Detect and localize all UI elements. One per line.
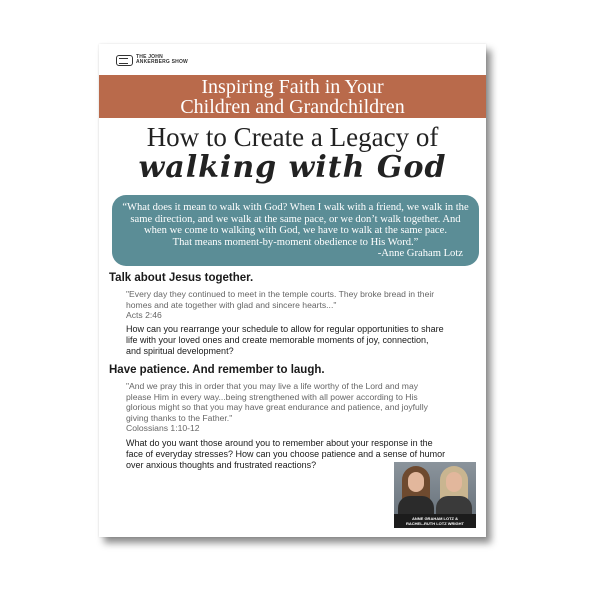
- verse-line: please Him in every way...being strengthened with all power according to His: [126, 391, 418, 402]
- quote-line: “What does it mean to walk with God? When I walk with a friend, we walk in the: [122, 202, 469, 213]
- verse-line: glorious might so that you may have great endurance and patience, and joyfully: [126, 402, 428, 412]
- host-portrait: [396, 466, 436, 514]
- quote-box: [112, 195, 479, 266]
- question-line: over anxious thoughts and frustrated reactions?: [126, 460, 317, 470]
- quote-line: That means moment-by-moment obedience to His Word.”: [172, 236, 419, 248]
- page-title-script: walking with God: [138, 150, 447, 185]
- document-page: [99, 44, 486, 537]
- question-line: What do you want those around you to remember about your response in the: [126, 438, 433, 448]
- page-title: How to Create a Legacy of: [146, 122, 439, 152]
- host-portrait: [434, 466, 474, 514]
- verse-line: "Every day they continued to meet in the temple courts. They broke bread in their: [126, 289, 435, 299]
- verse-line: giving thanks to the Father.": [126, 412, 233, 423]
- verse-reference: Acts 2:46: [126, 310, 162, 320]
- question-line: and spiritual development?: [126, 346, 234, 356]
- quote-line: when we come to walking with God, we have to walk at the same pace.: [143, 225, 447, 236]
- logo-line-1: THE JOHN: [136, 53, 163, 60]
- quote-line: same direction, and we walk at the same pace, or we don’t walk together. And: [130, 213, 461, 225]
- tv-logo-icon: [116, 55, 133, 66]
- scripture-verse: [126, 289, 466, 321]
- photo-caption: [394, 514, 476, 528]
- question-line: life with your loved ones and create memorable moments of joy, connection,: [126, 335, 429, 345]
- quote-author: -Anne Graham Lotz: [377, 248, 463, 259]
- series-banner: [99, 75, 486, 118]
- caption-line: RACHEL-RUTH LOTZ WRIGHT: [406, 521, 464, 526]
- banner-line-2: Children and Grandchildren: [180, 96, 405, 118]
- verse-line: "And we pray this in order that you may live a life worthy of the Lord and may: [126, 381, 419, 391]
- reflection-question: [126, 324, 471, 357]
- section-heading: Talk about Jesus together.: [109, 272, 254, 284]
- show-logo: [116, 53, 188, 67]
- banner-line-1: Inspiring Faith in Your: [201, 76, 384, 98]
- question-line: How can you rearrange your schedule to allow for regular opportunities to share: [126, 324, 444, 334]
- verse-reference: Colossians 1:10-12: [126, 423, 200, 433]
- section-heading: Have patience. And remember to laugh.: [109, 364, 325, 376]
- hosts-photo: [394, 462, 476, 528]
- verse-line: homes and ate together with glad and sincere hearts...": [126, 299, 337, 310]
- question-line: face of everyday stresses? How can you choose patience and a sense of humor: [126, 449, 446, 459]
- caption-line: ANNE GRAHAM LOTZ &: [412, 516, 458, 521]
- logo-line-2: ANKERBERG SHOW: [136, 59, 188, 65]
- scripture-verse: [126, 381, 466, 434]
